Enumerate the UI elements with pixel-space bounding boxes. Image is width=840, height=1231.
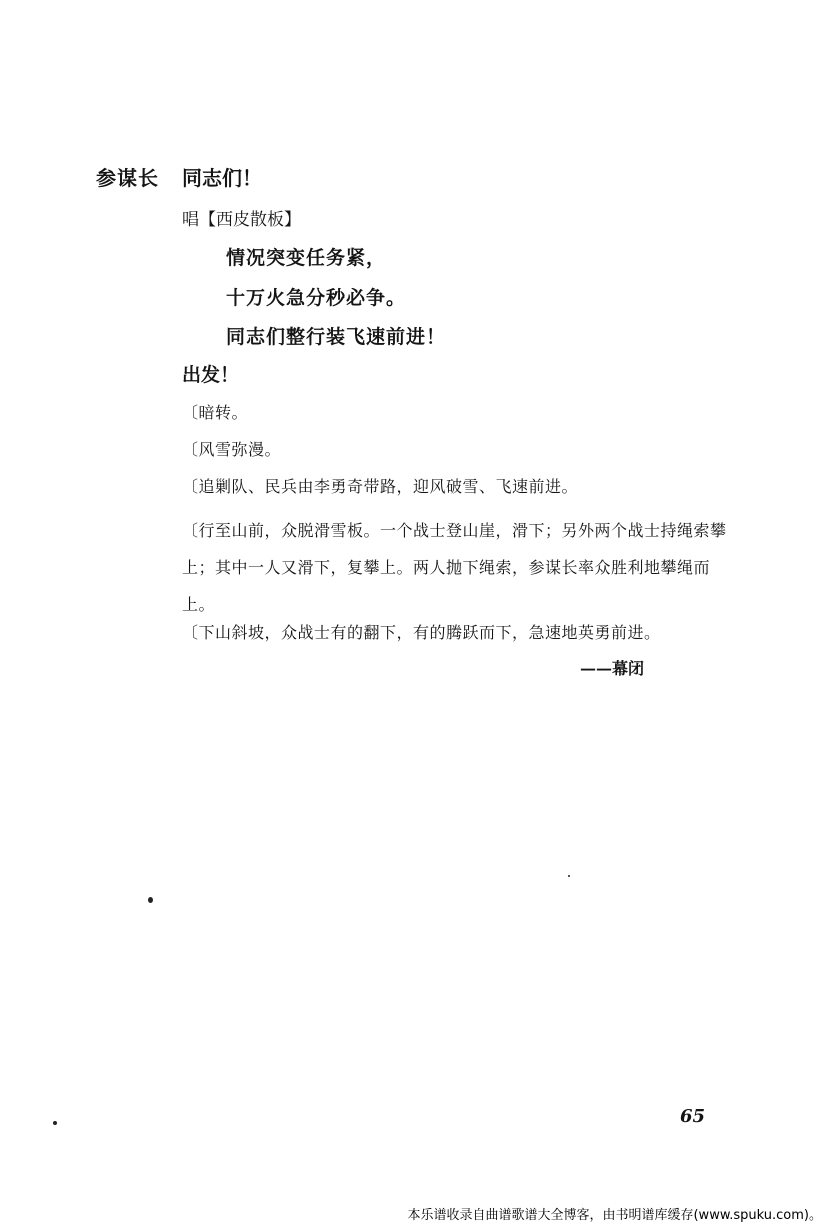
- stage-direction: 〔暗转。: [182, 403, 249, 422]
- sung-verse: 情况突变任务紧，: [226, 247, 387, 269]
- stage-direction: 〔行至山前，众脱滑雪板。一个战士登山崖，滑下；另外两个战士持绳索攀上；其中一人又滑下，复攀上。两人抛下绳索，参谋长率众胜利地攀绳而上。: [182, 521, 727, 614]
- scan-speck: [148, 897, 153, 903]
- stage-direction: 〔下山斜坡，众战士有的翻下，有的腾跃而下，急速地英勇前进。: [182, 623, 661, 642]
- spoken-line: 同志们！: [182, 166, 262, 190]
- speaker-name: 参谋长: [96, 166, 159, 190]
- curtain-close: ——幕闭: [580, 659, 645, 678]
- page-number: 65: [680, 1106, 706, 1127]
- scan-speck: [568, 875, 570, 877]
- stage-direction: 〔风雪弥漫。: [182, 440, 282, 459]
- source-footer: 本乐谱收录自曲谱歌谱大全博客，由书明谱库缓存(www.spuku.com)。: [407, 1208, 822, 1223]
- spoken-line-set-off: 出发！: [182, 364, 240, 386]
- aria-label: 唱【西皮散板】: [182, 210, 301, 230]
- stage-direction: 〔追剿队、民兵由李勇奇带路，迎风破雪、飞速前进。: [182, 477, 579, 496]
- sung-verse: 同志们整行装飞速前进！: [226, 326, 447, 348]
- scan-speck: [53, 1121, 57, 1125]
- sung-verse: 十万火急分秒必争。: [226, 287, 407, 309]
